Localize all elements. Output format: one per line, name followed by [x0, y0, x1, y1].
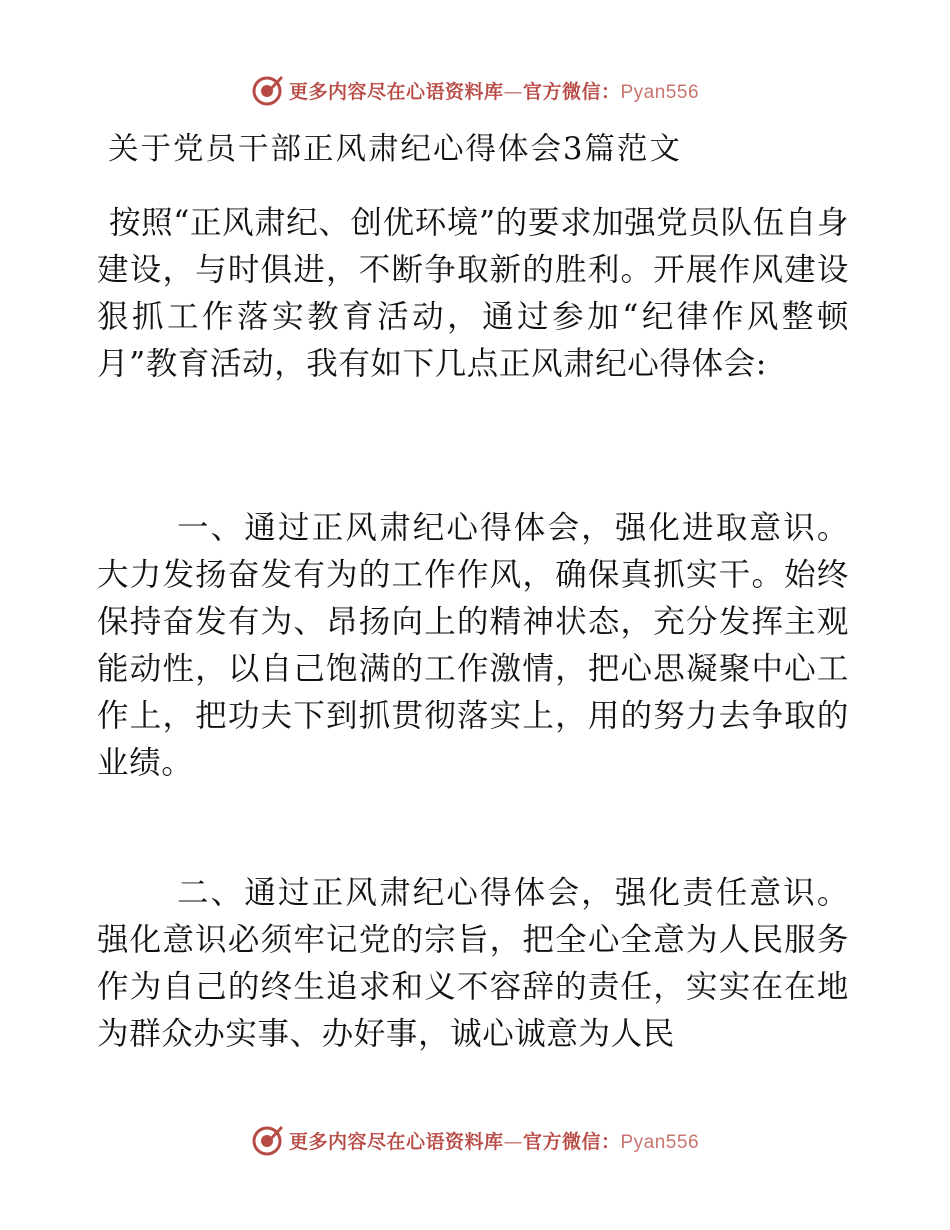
footer-banner — [0, 1120, 950, 1160]
document-title: 关于党员干部正风肃纪心得体会3篇范文 — [108, 132, 682, 167]
banner-text: 更多内容尽在心语资料库—官方微信：Pyan556 — [288, 1130, 700, 1153]
paragraph-point-two: 二、通过正风肃纪心得体会，强化责任意识。强化意识必须牢记党的宗旨，把全心全意为人民服务作为自己的终生追求和义不容辞的责任，实实在在地为群众办实事、办好事，诚心诚意为人民 — [97, 875, 849, 1052]
banner-text: 更多内容尽在心语资料库—官方微信：Pyan556 — [288, 80, 700, 103]
header-banner — [0, 70, 950, 110]
quill-logo-icon — [251, 73, 285, 107]
quill-logo-icon — [251, 1123, 285, 1157]
paragraph-intro: 按照“正风肃纪、创优环境”的要求加强党员队伍自身建设，与时俱进，不断争取新的胜利。开展作风建设狠抓工作落实教育活动，通过参加“纪律作风整顿月”教育活动，我有如下几点正风肃纪心得体会: — [97, 205, 849, 382]
paragraph-point-one: 一、通过正风肃纪心得体会，强化进取意识。大力发扬奋发有为的工作作风，确保真抓实干。始终保持奋发有为、昂扬向上的精神状态，充分发挥主观能动性，以自己饱满的工作激情，把心思凝聚中心工作上，把功夫下到抓贯彻落实上，用的努力去争取的业绩。 — [97, 510, 849, 781]
